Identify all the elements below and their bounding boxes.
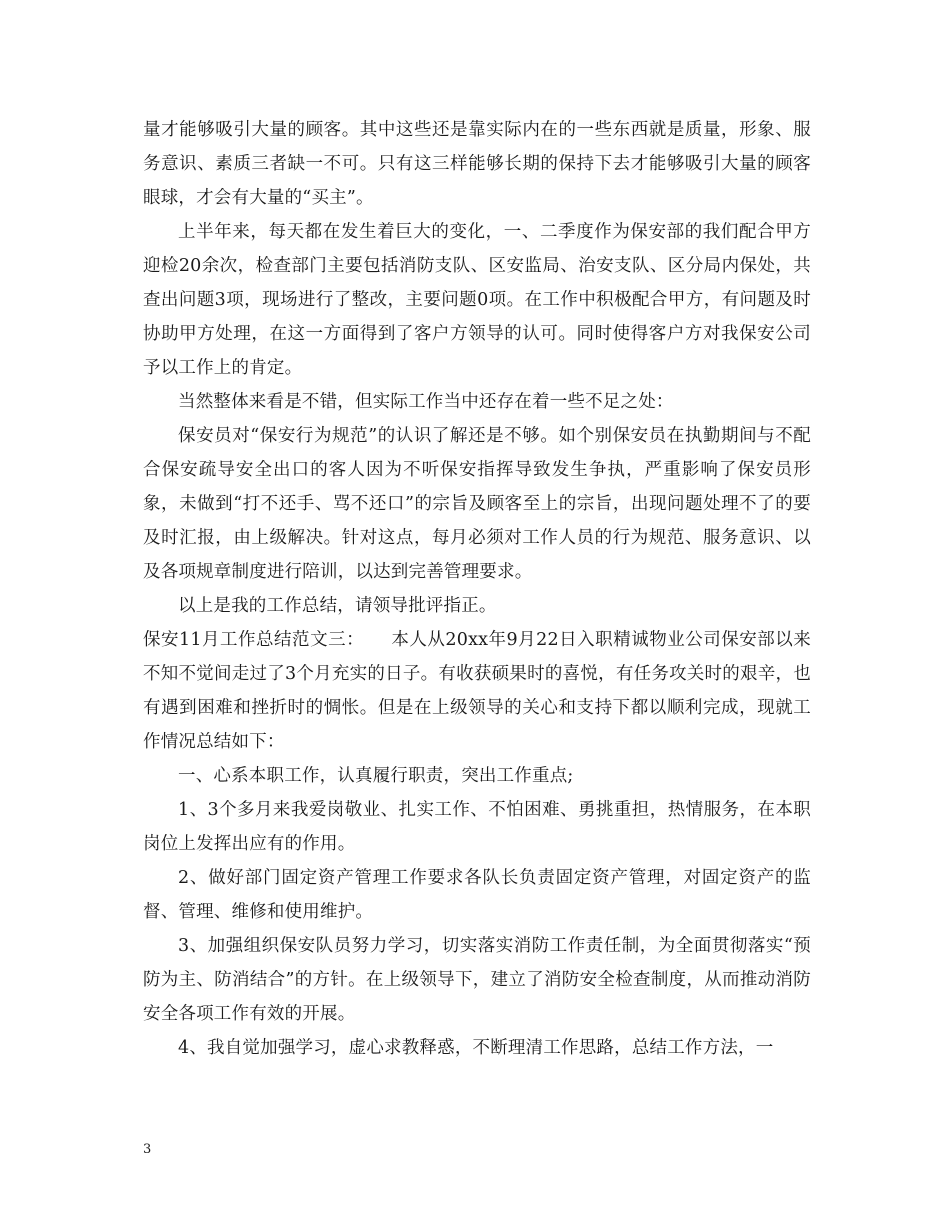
paragraph-1: 量才能够吸引大量的顾客。其中这些还是靠实际内在的一些东西就是质量，形象、服务意识、素质三者缺一不可。只有这三样能够长期的保持下去才能够吸引大量的顾客眼球，才会有大量的“买主”。: [143, 120, 811, 208]
paragraph-10: 3、加强组织保安队员努力学习，切实落实消防工作责任制，为全面贯彻落实“预防为主、防消结合”的方针。在上级领导下，建立了消防安全检查制度，从而推动消防安全各项工作有效的开展。: [143, 936, 811, 1024]
paragraph-2: 上半年来，每天都在发生着巨大的变化，一、二季度作为保安部的我们配合甲方迎检20余次，检查部门主要包括消防支队、区安监局、治安支队、区分局内保处，共查出问题3项，现场进行了整改，主要问题0项。在工作中积极配合甲方，有问题及时协助甲方处理，在这一方面得到了客户方领导的认可。同时使得客户方对我保安公司予以工作上的肯定。: [143, 222, 811, 378]
paragraph-6-section-heading: 保安11月工作总结范文三： 本人从20xx年9月22日入职精诚物业公司保安部以来不知不觉间走过了3个月充实的日子。有收获硕果时的喜悦，有任务攻关时的艰辛，也有遇到困难和挫折时的惆怅。但是在上级领导的关心和支持下都以顺利完成，现就工作情况总结如下：: [143, 630, 811, 752]
paragraph-3: 当然整体来看是不错，但实际工作当中还存在着一些不足之处：: [178, 392, 674, 412]
paragraph-11: 4、我自觉加强学习，虚心求教释惑，不断理清工作思路，总结工作方法，一: [178, 1038, 774, 1058]
paragraph-4: 保安员对“保安行为规范”的认识了解还是不够。如个别保安员在执勤期间与不配合保安疏导安全出口的客人因为不听保安指挥导致发生争执，严重影响了保安员形象，未做到“打不还手、骂不还口”的宗旨及顾客至上的宗旨，出现问题处理不了的要及时汇报，由上级解决。针对这点，每月必须对工作人员的行为规范、服务意识、以及各项规章制度进行陪训，以达到完善管理要求。: [143, 426, 811, 582]
paragraph-5: 以上是我的工作总结，请领导批评指正。: [178, 596, 497, 616]
paragraph-9: 2、做好部门固定资产管理工作要求各队长负责固定资产管理，对固定资产的监督、管理、维修和使用维护。: [143, 868, 811, 922]
document-body: [143, 113, 811, 1065]
page-number: 3: [143, 1142, 152, 1157]
paragraph-8: 1、3个多月来我爱岗敬业、扎实工作、不怕困难、勇挑重担，热情服务，在本职岗位上发挥出应有的作用。: [143, 800, 811, 854]
paragraph-7: 一、心系本职工作，认真履行职责，突出工作重点;: [178, 766, 574, 786]
